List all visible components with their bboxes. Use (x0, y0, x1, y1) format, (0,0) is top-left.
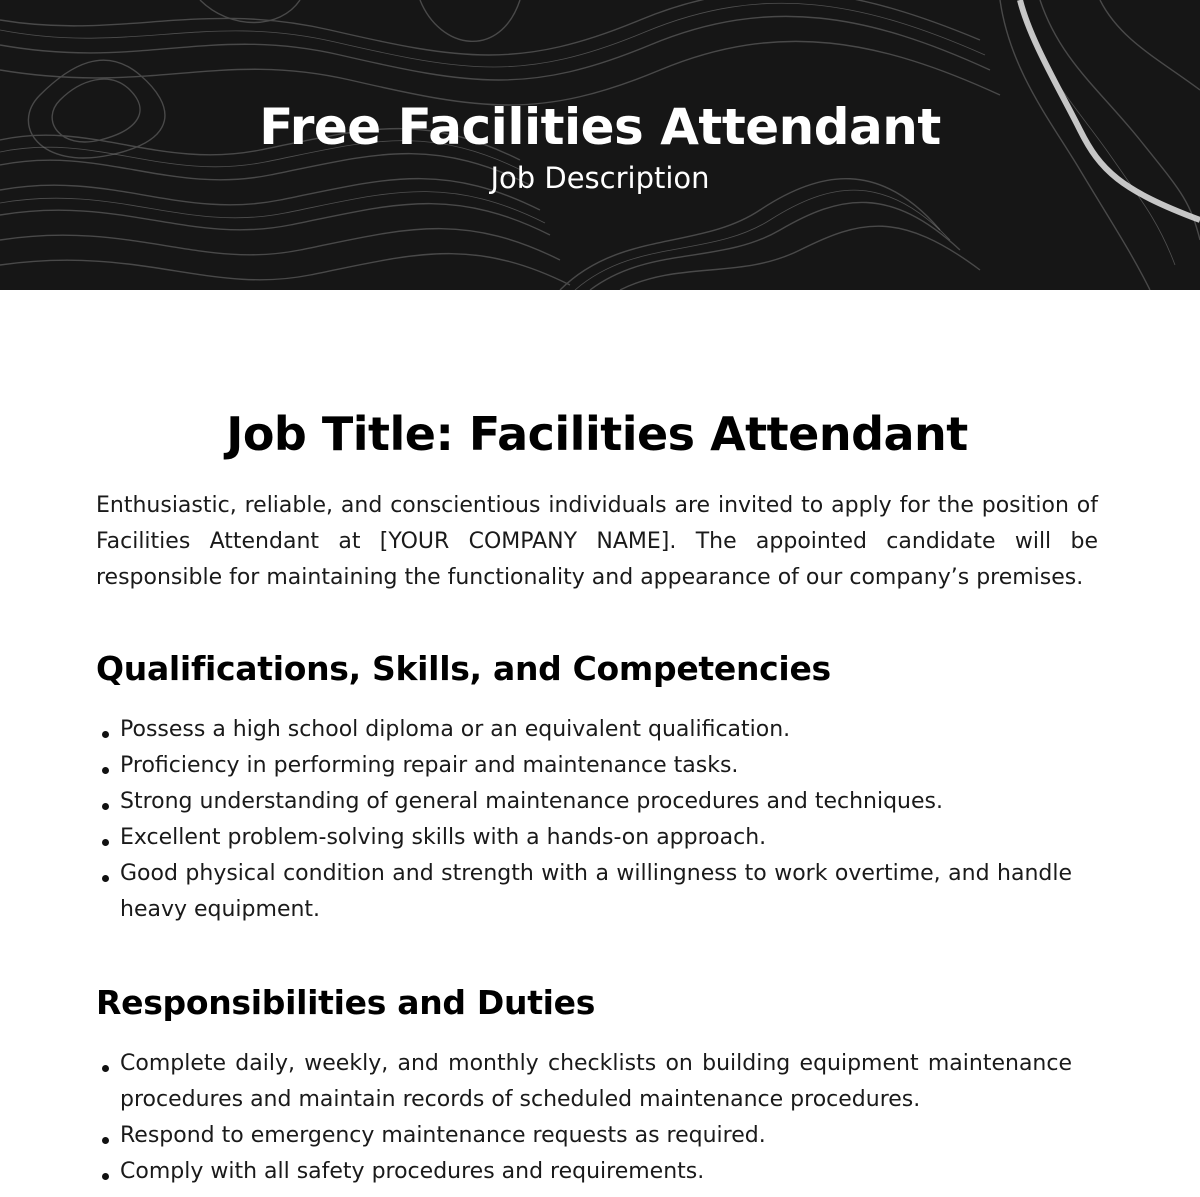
responsibilities-heading: Responsibilities and Duties (96, 983, 596, 1022)
list-item (96, 748, 1072, 784)
qualifications-list (96, 712, 1072, 928)
list-item (96, 1046, 1072, 1118)
banner-subtitle: Job Description (490, 161, 710, 195)
bullet-icon (102, 1137, 109, 1144)
banner-title: Free Facilities Attendant (259, 98, 941, 156)
document-body (96, 400, 1098, 1190)
list-item (96, 820, 1072, 856)
list-item-text: Complete daily, weekly, and monthly checklists on building equipment maintenance procedures and maintain records of scheduled maintenance procedures. (120, 1051, 1072, 1112)
responsibilities-list (96, 1046, 1072, 1190)
job-title-heading: Job Title: Facilities Attendant (226, 407, 968, 461)
list-item (96, 712, 1072, 748)
bullet-icon (102, 731, 109, 738)
list-item (96, 1118, 1072, 1154)
bullet-icon (102, 1173, 109, 1180)
list-item-text: Proficiency in performing repair and maintenance tasks. (120, 753, 739, 778)
intro-paragraph: Enthusiastic, reliable, and conscientious individuals are invited to apply for the position of Facilities Attendant at [YOUR COMPANY NAME]. The appointed candidate will be responsible for maintaining the functionality and appearance of our company’s premises. (96, 493, 1098, 590)
list-item-text: Possess a high school diploma or an equivalent qualification. (120, 717, 791, 742)
list-item (96, 1154, 1072, 1190)
list-item (96, 856, 1072, 928)
list-item-text: Respond to emergency maintenance requests as required. (120, 1123, 766, 1148)
bullet-icon (102, 839, 109, 846)
header-banner (0, 0, 1200, 290)
bullet-icon (102, 803, 109, 810)
list-item (96, 784, 1072, 820)
qualifications-heading: Qualifications, Skills, and Competencies (96, 649, 831, 688)
list-item-text: Strong understanding of general maintenance procedures and techniques. (120, 789, 943, 814)
list-item-text: Comply with all safety procedures and requirements. (120, 1159, 705, 1184)
list-item-text: Excellent problem-solving skills with a hands-on approach. (120, 825, 767, 850)
bullet-icon (102, 1065, 109, 1072)
list-item-text: Good physical condition and strength with a willingness to work overtime, and handle heavy equipment. (120, 861, 1072, 922)
bullet-icon (102, 767, 109, 774)
bullet-icon (102, 875, 109, 882)
